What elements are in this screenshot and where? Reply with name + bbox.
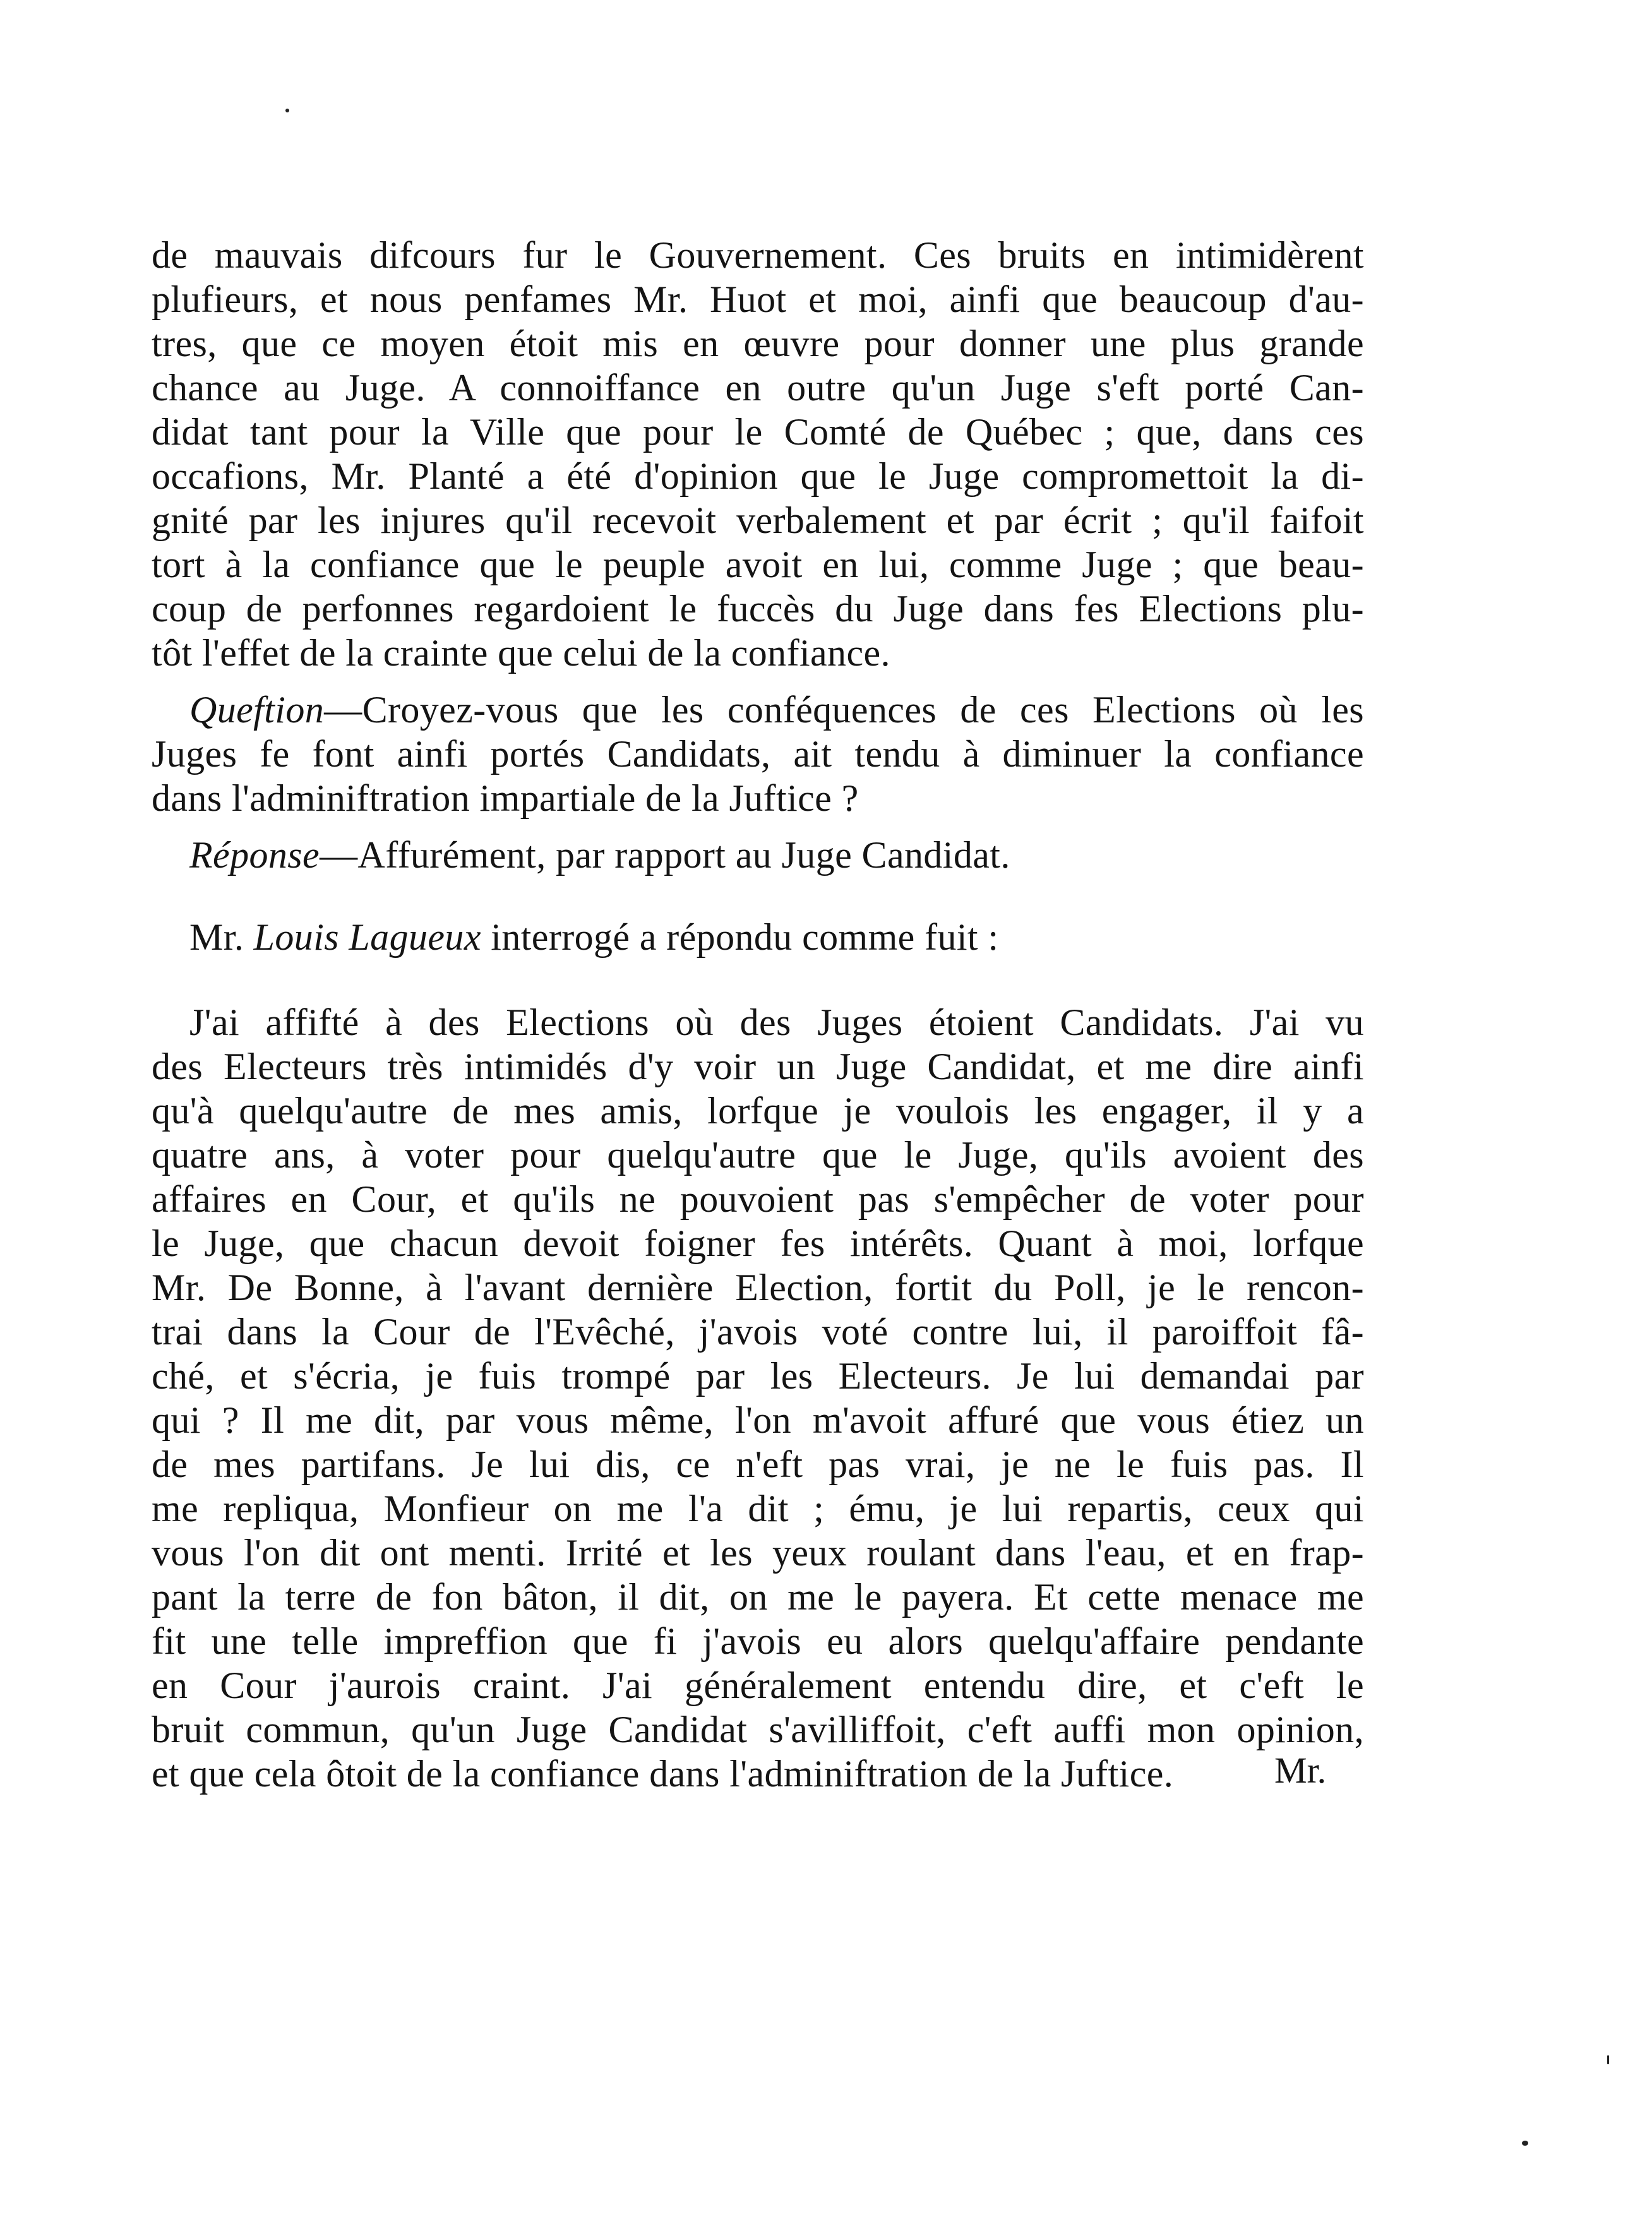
text-line: fit une telle impreffion que fi j'avois eu alors quelqu'affaire pendante <box>152 1620 1364 1662</box>
text-line: didat tant pour la Ville que pour le Comté de Québec ; que, dans ces <box>152 411 1364 453</box>
text-line: affaires en Cour, et qu'ils ne pouvoient pas s'empêcher de voter pour <box>152 1178 1364 1220</box>
scan-speck <box>285 109 289 112</box>
question-label: Queftion <box>189 689 325 731</box>
answer-text: —Affurément, par rapport au Juge Candidat. <box>320 834 1010 876</box>
text-line: et que cela ôtoit de la confiance dans l'adminiftration de la Juftice. <box>152 1753 1174 1795</box>
text-line: me repliqua, Monfieur on me l'a dit ; ému, je lui repartis, ceux qui <box>152 1488 1364 1529</box>
text-line: en Cour j'aurois craint. J'ai généralement entendu dire, et c'eft le <box>152 1665 1364 1706</box>
question-first-line <box>189 688 1364 731</box>
text-line: qui ? Il me dit, par vous même, l'on m'avoit affuré que vous étiez un <box>152 1399 1364 1441</box>
text-line: de mauvais difcours fur le Gouvernement. Ces bruits en intimidèrent <box>152 234 1364 276</box>
text-line: gnité par les injures qu'il recevoit verbalement et par écrit ; qu'il faifoit <box>152 499 1364 541</box>
text-line: tres, que ce moyen étoit mis en œuvre pour donner une plus grande <box>152 323 1364 364</box>
text-line: tôt l'effet de la crainte que celui de la confiance. <box>152 632 890 674</box>
text-line: pant la terre de fon bâton, il dit, on me le payera. Et cette menace me <box>152 1576 1364 1618</box>
text-line: qu'à quelqu'autre de mes amis, lorfque je voulois les engager, il y a <box>152 1090 1364 1132</box>
scan-speck <box>1607 2055 1609 2064</box>
text-line: des Electeurs très intimidés d'y voir un Juge Candidat, et me dire ainfi <box>152 1046 1364 1087</box>
text-line: Juges fe font ainfi portés Candidats, ait tendu à diminuer la confiance <box>152 733 1364 775</box>
witness-intro <box>189 916 1364 959</box>
text-line: trai dans la Cour de l'Evêché, j'avois voté contre lui, il paroiffoit fâ- <box>152 1311 1364 1353</box>
answer-line <box>189 834 1364 876</box>
text-line: chance au Juge. A connoiffance en outre qu'un Juge s'eft porté Can- <box>152 367 1364 409</box>
text-line: coup de perfonnes regardoient le fuccès du Juge dans fes Elections plu- <box>152 588 1364 630</box>
witness-prefix: Mr. <box>189 916 254 958</box>
text-line: dans l'adminiftration impartiale de la Juftice ? <box>152 777 859 819</box>
scan-speck <box>1522 2141 1528 2146</box>
text-line: tort à la confiance que le peuple avoit en lui, comme Juge ; que beau- <box>152 544 1364 585</box>
text-line: de mes partifans. Je lui dis, ce n'eft pas vrai, je ne le fuis pas. Il <box>152 1444 1364 1485</box>
text-line: quatre ans, à voter pour quelqu'autre que le Juge, qu'ils avoient des <box>152 1134 1364 1176</box>
text-line: vous l'on dit ont menti. Irrité et les yeux roulant dans l'eau, et en frap- <box>152 1532 1364 1574</box>
text-line: J'ai affifté à des Elections où des Juges étoient Candidats. J'ai vu <box>189 1001 1364 1043</box>
text-line: occafions, Mr. Planté a été d'opinion que le Juge compromettoit la di- <box>152 455 1364 497</box>
question-text: —Croyez-vous que les conféquences de ces Elections où les <box>324 689 1364 731</box>
witness-suffix: interrogé a répondu comme fuit : <box>481 916 999 958</box>
catchword: Mr. <box>1274 1750 1327 1791</box>
answer-label: Réponse <box>189 834 320 876</box>
text-line: ché, et s'écria, je fuis trompé par les Electeurs. Je lui demandai par <box>152 1355 1364 1397</box>
witness-name: Louis Lagueux <box>253 916 481 958</box>
text-line: Mr. De Bonne, à l'avant dernière Election, fortit du Poll, je le rencon- <box>152 1267 1364 1308</box>
text-line: bruit commun, qu'un Juge Candidat s'avilliffoit, c'eft auffi mon opinion, <box>152 1709 1364 1750</box>
text-line: plufieurs, et nous penfames Mr. Huot et moi, ainfi que beaucoup d'au- <box>152 278 1364 320</box>
text-line: le Juge, que chacun devoit foigner fes intérêts. Quant à moi, lorfque <box>152 1223 1364 1264</box>
